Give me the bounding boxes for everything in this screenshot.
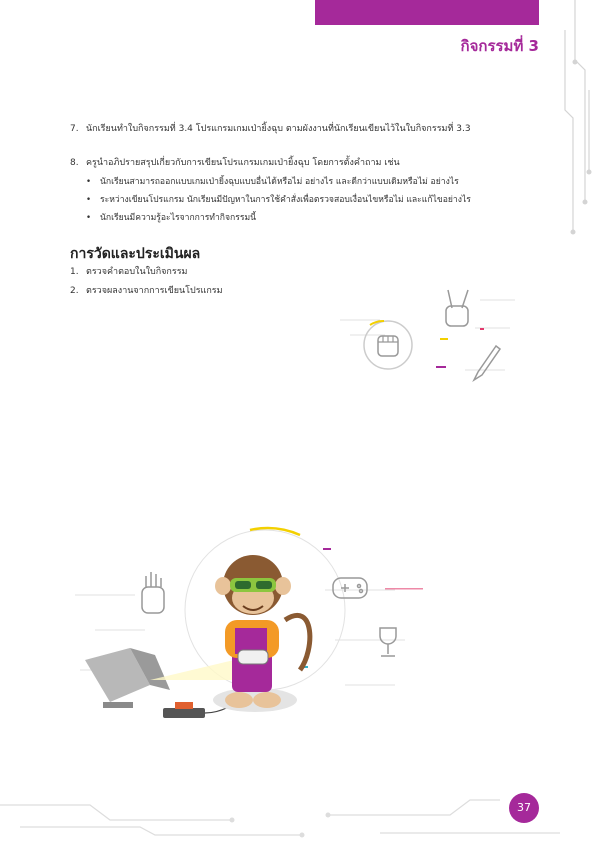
item-number: 1. [70,267,79,277]
assessment-item-1 [70,266,187,279]
circuit-decoration-top [555,0,595,240]
pencil-icon [474,346,500,380]
list-item: • นักเรียนมีความรู้อะไรจากการทำกิจกรรมนี้ [84,212,471,225]
activity-title: กิจกรรมที่ 3 [460,37,539,55]
monkey [213,555,310,712]
item-text: ตรวจคำตอบในใบกิจกรรม [86,267,188,277]
gamepad-icon [333,578,367,598]
discussion-questions [84,176,471,230]
step-text: ครูนำอภิปรายสรุปเกี่ยวกับการเขียนโปรแกรมเกมเป่ายิ้งฉุบ โดยการตั้งคำถาม เช่น [86,158,400,168]
step-number: 8. [70,158,79,168]
step-8 [70,157,400,170]
header-bar [315,0,539,25]
page-number: 37 [509,793,539,823]
trophy-icon [380,628,396,656]
monkey-gamer-illustration [75,520,435,730]
circuit-decoration-bottom [0,775,595,842]
peace-hand-icon [446,290,468,326]
step-7 [70,123,471,136]
list-item: • ระหว่างเขียนโปรแกรม นักเรียนมีปัญหาในการใช้คำสั่งเพื่อตรวจสอบเงื่อนไขหรือไม่ และแก้ไขอย่างไร [84,194,471,207]
fist-icon [364,321,412,369]
item-text: ตรวจผลงานจากการเขียนโปรแกรม [86,286,223,296]
raised-hand-icon [142,572,164,613]
step-number: 7. [70,124,79,134]
list-item: • นักเรียนสามารถออกแบบเกมเป่ายิ้งฉุบแบบอื่นได้หรือไม่ อย่างไร และดีกว่าแบบเดิมหรือไม่ อย่างไร [84,176,471,189]
hand-icons-decoration [340,280,520,390]
assessment-heading: การวัดและประเมินผล [70,246,201,262]
step-text: นักเรียนทำใบกิจกรรมที่ 3.4 โปรแกรมเกมเป่ายิ้งฉุบ ตามผังงานที่นักเรียนเขียนไว้ในใบกิจกรรมที่ 3.3 [86,124,471,134]
assessment-item-2 [70,285,223,298]
game-console [163,702,205,718]
item-number: 2. [70,286,79,296]
